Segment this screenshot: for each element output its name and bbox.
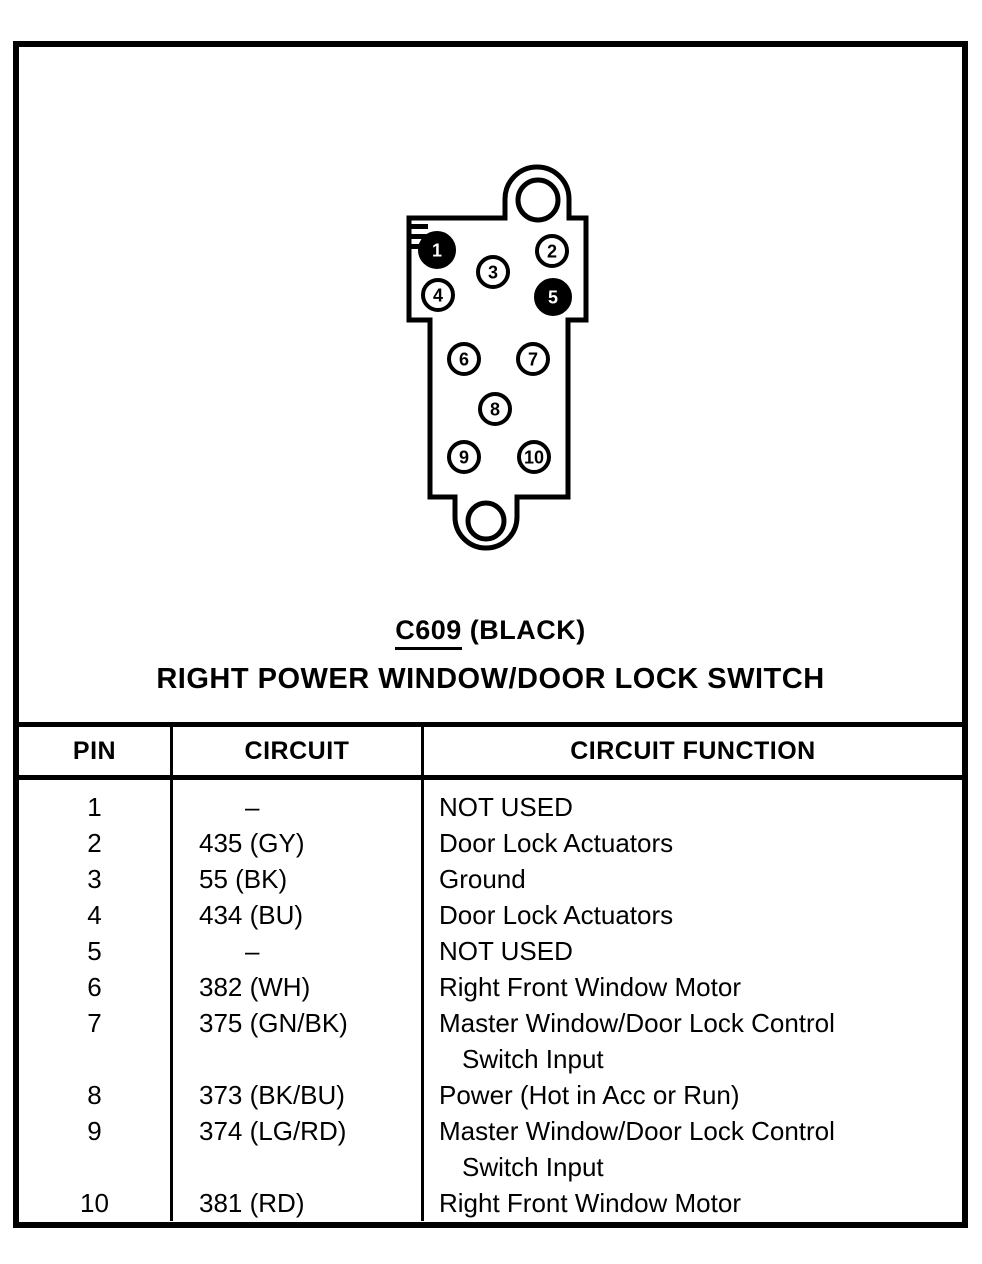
pin-row-7 [19, 1005, 962, 1077]
function-line: Power (Hot in Acc or Run) [439, 1080, 740, 1110]
function-line: Right Front Window Motor [439, 1188, 741, 1218]
pin-7 [518, 344, 548, 374]
pin-cell-3: 3 [19, 861, 172, 897]
pin-cell-5: 5 [19, 933, 172, 969]
connector-code: C609 [395, 617, 462, 650]
connector-diagram-area [19, 47, 962, 727]
connector-id-caption [19, 615, 962, 650]
figure-captions [19, 615, 962, 696]
function-cell-8 [423, 1077, 963, 1113]
pin-10 [519, 442, 549, 472]
circuit-cell-2: 435 (GY) [172, 825, 423, 861]
circuit-cell-10: 381 (RD) [172, 1185, 423, 1221]
pin-3 [478, 257, 508, 287]
pin-8 [480, 394, 510, 424]
pinout-table-body [19, 778, 962, 1222]
circuit-cell-4: 434 (BU) [172, 897, 423, 933]
pin-number-5: 5 [547, 287, 559, 308]
pin-9 [449, 442, 479, 472]
pin-cell-8: 8 [19, 1077, 172, 1113]
function-cell-5 [423, 933, 963, 969]
figure-frame [13, 41, 968, 1228]
circuit-cell-9: 374 (LG/RD) [172, 1113, 423, 1185]
pin-row-3 [19, 861, 962, 897]
pin-row-8 [19, 1077, 962, 1113]
pin-4 [423, 280, 453, 310]
function-cell-3 [423, 861, 963, 897]
pinout-table [19, 727, 962, 1221]
pin-number-6: 6 [458, 349, 470, 370]
circuit-cell-5: – [172, 933, 423, 969]
header-pin: PIN [19, 727, 172, 778]
pin-row-2 [19, 825, 962, 861]
connector-name-caption: RIGHT POWER WINDOW/DOOR LOCK SWITCH [156, 663, 825, 695]
function-line: Door Lock Actuators [439, 900, 674, 930]
pin-row-6 [19, 969, 962, 1005]
pin-1 [420, 233, 454, 267]
table-header-row [19, 727, 962, 778]
function-line: Master Window/Door Lock Control [439, 1008, 835, 1038]
pin-row-9 [19, 1113, 962, 1185]
circuit-cell-6: 382 (WH) [172, 969, 423, 1005]
function-cell-4 [423, 897, 963, 933]
pin-number-1: 1 [431, 240, 443, 261]
function-cell-6 [423, 969, 963, 1005]
pin-5 [536, 280, 570, 314]
pin-cell-6: 6 [19, 969, 172, 1005]
connector-color-suffix: (BLACK) [461, 615, 586, 645]
pin-number-10: 10 [523, 447, 545, 468]
header-circuit: CIRCUIT [172, 727, 423, 778]
function-line: NOT USED [439, 792, 573, 822]
pin-number-4: 4 [432, 285, 444, 306]
pin-number-3: 3 [487, 262, 499, 283]
function-line: Switch Input [462, 1044, 604, 1074]
function-cell-2 [423, 825, 963, 861]
pin-row-1 [19, 778, 962, 826]
pin-row-4 [19, 897, 962, 933]
pin-cell-9: 9 [19, 1113, 172, 1185]
pin-number-8: 8 [489, 399, 501, 420]
function-line: Right Front Window Motor [439, 972, 741, 1002]
circuit-cell-1: – [172, 778, 423, 826]
function-line: Ground [439, 864, 526, 894]
pin-number-9: 9 [458, 447, 470, 468]
connector-outline [409, 167, 586, 548]
bottom-mounting-hole [468, 503, 504, 539]
function-cell-1 [423, 778, 963, 826]
pin-number-2: 2 [546, 241, 558, 262]
pin-2 [537, 236, 567, 266]
pin-number-7: 7 [527, 349, 539, 370]
circuit-cell-3: 55 (BK) [172, 861, 423, 897]
function-cell-7 [423, 1005, 963, 1077]
pin-cell-10: 10 [19, 1185, 172, 1221]
pin-row-5 [19, 933, 962, 969]
function-cell-10 [423, 1185, 963, 1221]
header-circuit-function: CIRCUIT FUNCTION [423, 727, 963, 778]
pin-cell-4: 4 [19, 897, 172, 933]
function-line: Switch Input [462, 1152, 604, 1182]
pin-cell-1: 1 [19, 778, 172, 826]
pin-row-10 [19, 1185, 962, 1221]
function-line: Master Window/Door Lock Control [439, 1116, 835, 1146]
pin-6 [449, 344, 479, 374]
pin-cell-2: 2 [19, 825, 172, 861]
top-mounting-hole [518, 180, 558, 220]
function-line: Door Lock Actuators [439, 828, 674, 858]
pin-cell-7: 7 [19, 1005, 172, 1077]
function-cell-9 [423, 1113, 963, 1185]
circuit-cell-7: 375 (GN/BK) [172, 1005, 423, 1077]
circuit-cell-8: 373 (BK/BU) [172, 1077, 423, 1113]
function-line: NOT USED [439, 936, 573, 966]
